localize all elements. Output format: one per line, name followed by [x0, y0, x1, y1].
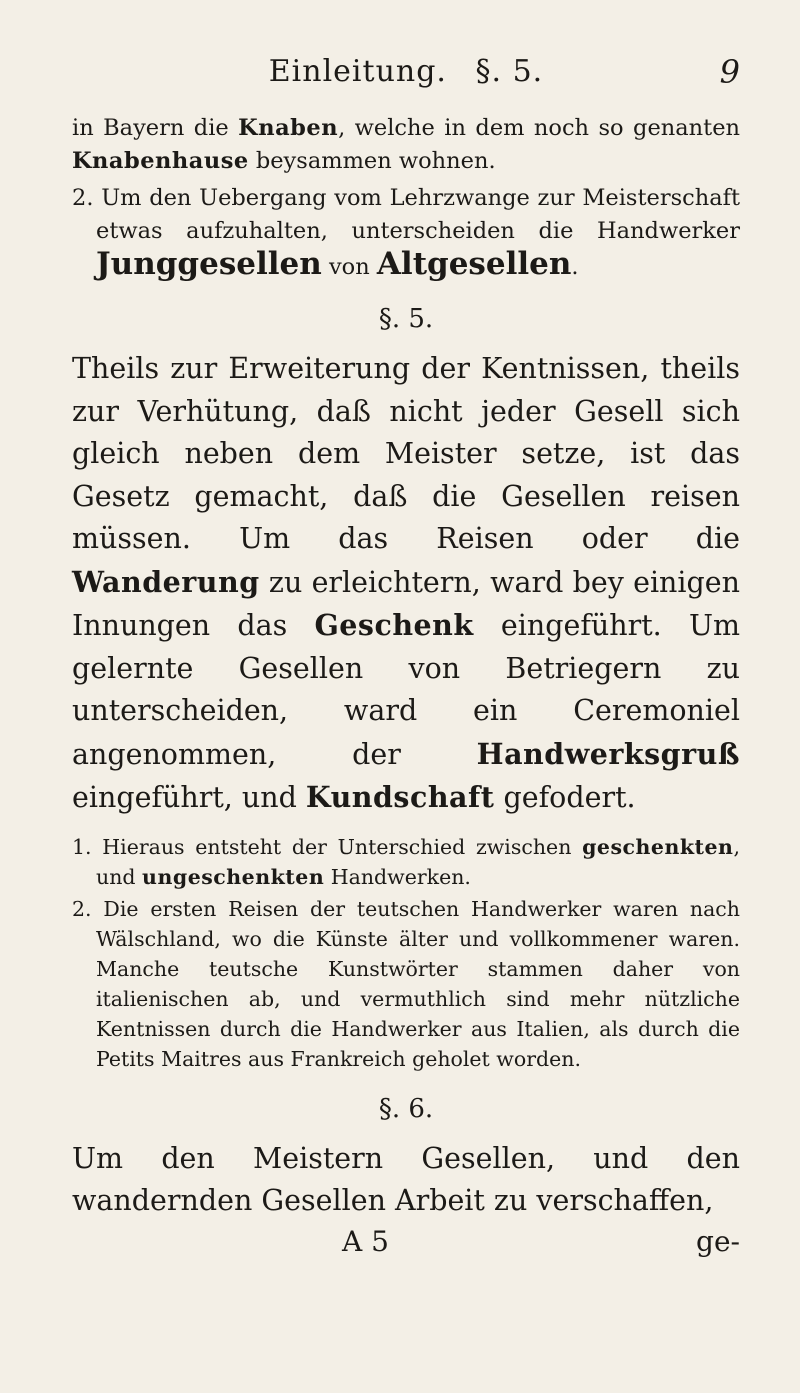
section-6-paragraph: Um den Meistern Gesellen, und den wandernden Gesellen Arbeit zu verschaffen, — [72, 1141, 740, 1217]
section-mark-5: §. 5. — [378, 304, 434, 334]
item2-emphasis-altgesellen: Altgesellen — [376, 246, 572, 282]
header-title: Einleitung. — [268, 54, 447, 89]
footnote-2 — [72, 894, 740, 1074]
section-5-paragraph — [72, 348, 740, 820]
s5-emphasis-wanderung: Wanderung — [72, 564, 260, 599]
footnotes — [72, 832, 740, 1074]
footnote-number: 2. — [72, 896, 92, 921]
s5-emphasis-kundschaft: Kundschaft — [305, 780, 495, 814]
catchword: ge- — [696, 1224, 740, 1258]
item2-text-a: Um den Uebergang vom Lehrzwange zur Meisterschaft etwas aufzuhalten, unterscheiden die Handwerker — [96, 185, 740, 244]
footnote-1 — [72, 832, 740, 892]
s5-text-5: gefodert. — [494, 781, 636, 814]
s5-text-3: eingeführt. Um gelernte Gesellen von Betriegern zu unterscheiden, ward ein Ceremoniel angenommen, der — [72, 609, 740, 771]
section-mark-6: §. 6. — [378, 1093, 434, 1124]
page-footer — [72, 1225, 740, 1261]
fn1-text-a: Hieraus entsteht der Unterschied zwischen — [102, 834, 583, 859]
s5-emphasis-handwerksgruss: Handwerksgruß — [476, 736, 740, 771]
intro-text-a: in Bayern die — [72, 115, 239, 141]
intro-text-b: , welche in dem noch — [338, 115, 590, 141]
item2-text-c: . — [571, 254, 579, 280]
s5-text-4: eingeführt, und — [72, 781, 306, 814]
item2-emphasis-junggesellen: Junggesellen — [96, 246, 322, 282]
signature-mark: A 5 — [342, 1224, 389, 1258]
footnote-number: 1. — [72, 834, 92, 859]
s5-text-2: zu erleichtern, ward bey einigen Innungen das — [72, 565, 740, 642]
intro-line-1 — [72, 112, 740, 178]
intro-emphasis-knabenhause: Knabenhause — [72, 148, 249, 174]
section-5-body — [72, 348, 740, 820]
intro-block — [72, 112, 740, 284]
intro-text-c: so genanten — [598, 115, 740, 141]
intro-item-2 — [72, 182, 740, 284]
section-6-body — [72, 1138, 740, 1223]
intro-emphasis-knaben: Knaben — [238, 115, 339, 141]
page-number: 9 — [719, 53, 740, 91]
fn1-text-b: , und — [96, 834, 740, 889]
fn1-emphasis-ungeschenkten: ungeschenkten — [142, 864, 325, 889]
running-title — [72, 52, 740, 92]
header-section: §. 5. — [475, 54, 544, 89]
fn2-text: Die ersten Reisen der teutschen Handwerker waren nach Wälschland, wo die Künste älter und vollkommener waren. Manche teutsche Kunstwörter stammen daher von italienischen ab, und vermuthlich sind mehr nützliche Kentnissen durch die Handwerker aus Italien, als durch die Petits Maitres aus Frankreich geholet worden. — [96, 896, 740, 1071]
intro-text-d: beysammen wohnen. — [248, 148, 496, 174]
s5-text-1: Theils zur Erweiterung der Kentnissen, theils zur Verhütung, daß nicht jeder Gesell sich gleich neben dem Meister setze, ist das Gesetz gemacht, daß die Gesellen reisen müssen. Um das Reisen oder die — [72, 352, 740, 555]
fn1-text-c: Handwerken. — [324, 864, 471, 889]
running-head — [72, 52, 740, 112]
s5-emphasis-geschenk: Geschenk — [314, 608, 474, 642]
item2-text-b: von — [321, 254, 377, 280]
fn1-emphasis-geschenkten: geschenkten — [582, 834, 734, 859]
item-number: 2. — [72, 185, 94, 211]
